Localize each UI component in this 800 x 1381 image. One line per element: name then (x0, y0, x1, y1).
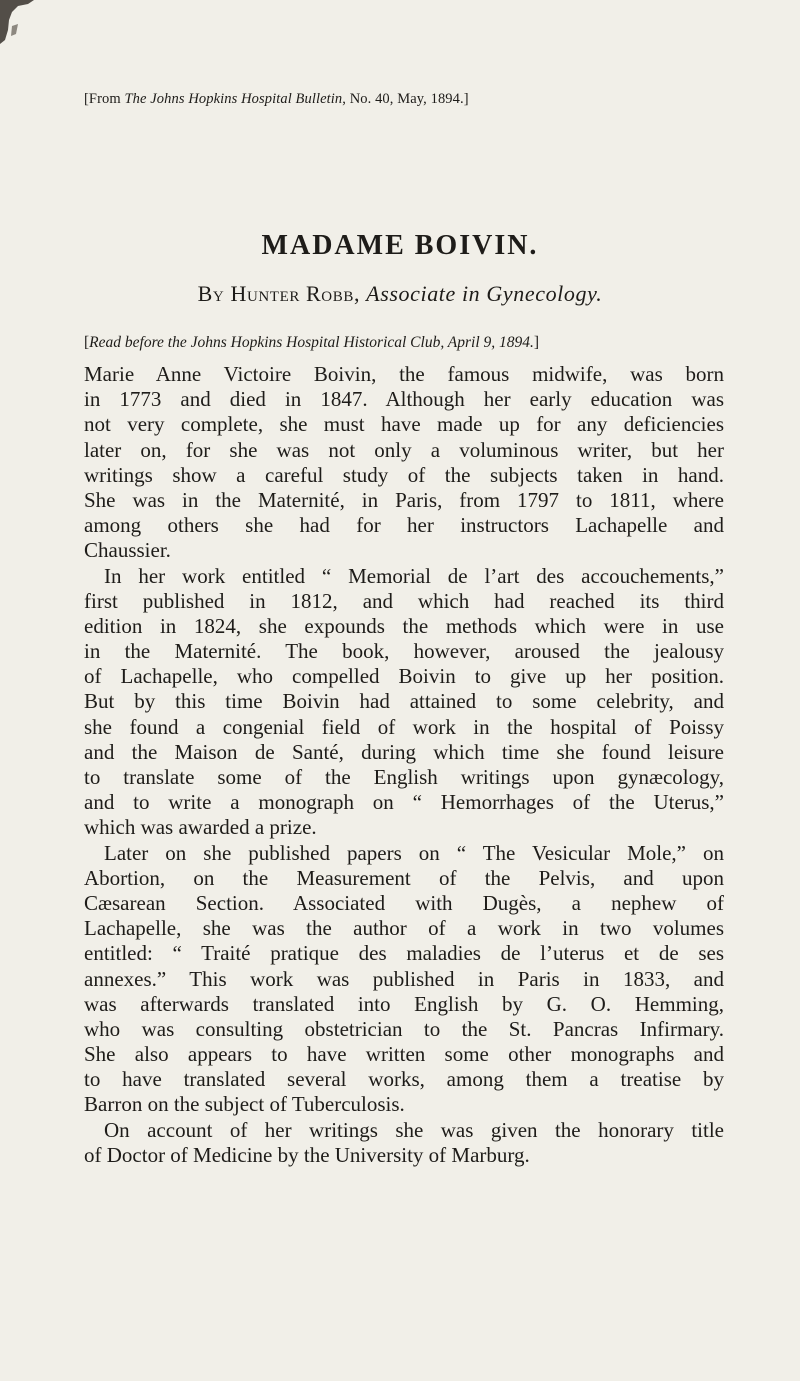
article-title: MADAME BOIVIN. (261, 230, 539, 261)
body-line: Chaussier. (84, 538, 171, 563)
body-line: not very complete, she must have made up for any deficiencies (84, 412, 724, 437)
byline-separator: , (353, 281, 367, 306)
source-details: , No. 40, May, 1894.] (342, 91, 469, 107)
body-line: Barron on the subject of Tuberculosis. (84, 1092, 405, 1117)
read-note (84, 334, 539, 352)
body-line: in 1773 and died in 1847. Although her early education was (84, 387, 724, 412)
body-line: She was in the Maternité, in Paris, from 1797 to 1811, where (84, 487, 724, 512)
body-line: writings show a careful study of the subjects taken in hand. (84, 462, 724, 487)
body-line: Marie Anne Victoire Boivin, the famous midwife, was born (84, 362, 724, 386)
byline-role: Associate in Gynecology. (366, 281, 603, 306)
body-line: she found a congenial field of work in the hospital of Poissy (84, 714, 724, 739)
body-line: first published in 1812, and which had reached its third (84, 588, 724, 613)
author-byline (0, 281, 800, 307)
body-line: But by this time Boivin had attained to some celebrity, and (84, 689, 724, 714)
body-line: entitled: “ Traité pratique des maladies de l’uterus et de ses (84, 941, 724, 966)
byline-author: Hunter Robb (230, 281, 354, 306)
source-journal: The Johns Hopkins Hospital Bulletin (124, 91, 343, 107)
body-line: She also appears to have written some other monographs and (84, 1042, 724, 1067)
body-line: later on, for she was not only a voluminous writer, but her (84, 437, 724, 462)
body-line: among others she had for her instructors Lachapelle and (84, 513, 724, 538)
article-body (84, 362, 724, 1168)
read-note-text: Read before the Johns Hopkins Hospital Historical Club, April 9, 1894. (89, 334, 534, 351)
body-line: and to write a monograph on “ Hemorrhages of the Uterus,” (84, 790, 724, 815)
body-line: Later on she published papers on “ The Vesicular Mole,” on (104, 840, 724, 865)
body-line: Lachapelle, she was the author of a work in two volumes (84, 916, 724, 941)
body-line: to translate some of the English writings upon gynæcology, (84, 765, 724, 789)
body-line: annexes.” This work was published in Paris in 1833, and (84, 966, 724, 991)
body-line: in the Maternité. The book, however, aroused the jealousy (84, 639, 724, 664)
body-line: which was awarded a prize. (84, 815, 317, 840)
body-line: Cæsarean Section. Associated with Dugès, a nephew of (84, 890, 724, 915)
body-line: On account of her writings she was given the honorary title (104, 1117, 724, 1142)
body-line: who was consulting obstetrician to the St. Pancras Infirmary. (84, 1016, 724, 1041)
body-line: of Lachapelle, who compelled Boivin to give up her position. (84, 664, 724, 689)
body-line: Abortion, on the Measurement of the Pelvis, and upon (84, 865, 724, 890)
corner-ink-mark (0, 0, 38, 44)
body-line: to have translated several works, among them a treatise by (84, 1067, 724, 1092)
body-line: edition in 1824, she expounds the methods which were in use (84, 613, 724, 638)
read-note-close-bracket: ] (533, 334, 540, 351)
source-prefix: [From (84, 91, 125, 107)
source-citation (84, 91, 469, 108)
body-line: In her work entitled “ Memorial de l’art des accouchements,” (104, 563, 724, 588)
body-line: of Doctor of Medicine by the University of Marburg. (84, 1142, 530, 1167)
read-note-open-bracket: [ (84, 334, 90, 351)
byline-by: By (197, 281, 231, 306)
body-line: was afterwards translated into English by G. O. Hemming, (84, 991, 724, 1016)
body-line: and the Maison de Santé, during which time she found leisure (84, 739, 724, 764)
